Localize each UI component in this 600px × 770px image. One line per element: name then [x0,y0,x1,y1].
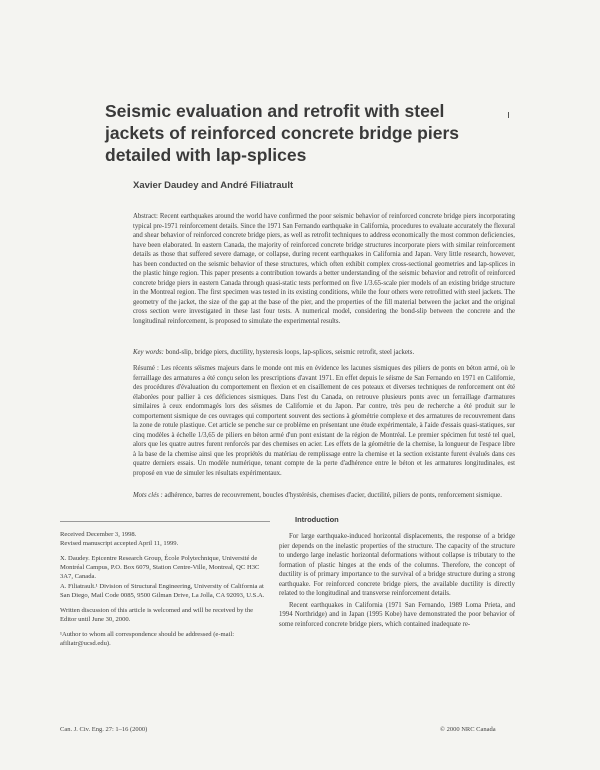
mots-cles-label: Mots clés : [133,492,163,499]
keywords-label: Key words: [133,349,164,356]
article-title: Seismic evaluation and retrofit with steel jackets of reinforced concrete bridge piers detailed with lap-splices [105,101,460,165]
resume [133,364,515,478]
abstract-text: Recent earthquakes around the world have confirmed the poor seismic behavior of reinforced concrete bridge piers incorporating typical pre-1971 reinforcement details. Since the 1971 San Fernando earthquake in California, procedures to evaluate accurately the flexural and shear behavior of reinforced concrete bridge piers, as well as retrofit techniques to address economically the most common deficiencies, have been elaborated. In eastern Canada, the majority of reinforced concrete bridge structures incorporate piers with similar reinforcement details as those that suffered severe damage, or collapse, during recent earthquakes in California and Japan. Very little research, however, has been conducted on the seismic behavior of these structures, which often exhibit complex cross-sectional geometries and lap-splices in the plastic hinge region. This paper presents a contribution towards a better understanding of the seismic behavior and retrofit of reinforced concrete bridge piers in eastern Canada through quasi-static tests performed on five 1/3.65-scale pier models of an existing bridge structure in the Montreal region. The first specimen was tested in its existing conditions, while the four others were retrofitted with steel jackets. The geometry of the jacket, the size of the gap at the base of the pier, and the properties of the fill material between the jacket and the original cross section were investigated in these last four tests. A numerical model, considering the bond-slip between the concrete and the longitudinal reinforcement, is proposed to simulate the experimental results. [133,213,515,325]
mots-cles [133,491,515,501]
corner-mark [508,112,509,118]
intro-paragraph-2: Recent earthquakes in California (1971 San Fernando, 1989 Loma Prieta, and 1994 Northridge) and in Japan (1995 Kobe) have demonstrated the poor behavior of some reinforced concrete bridge piers, which contained inadequate re- [279,601,515,628]
revised-date: Revised manuscript accepted April 11, 1999. [60,540,179,547]
affiliation-filiatrault: A. Filiatrault.¹ Division of Structural Engineering, University of California at San Diego, Mail Code 0085, 9500 Gilman Drive, La Jolla, CA 92093, U.S.A. [60,583,265,599]
introduction-body [279,532,515,631]
authors: Xavier Daudey and André Filiatrault [133,180,294,191]
resume-text: Les récents séismes majeurs dans le monde ont mis en évidence les lacunes sismiques des piliers de ponts en béton armé, où le ferraillage des armatures a été conçu selon les prescriptions d'avant 1971. En effet depuis le séisme de San Fernando en 1971 en Californie, des procédures d'évaluation du comportement en flexion et en cisaillement de ces poteaux et diverses techniques de renforcement ont été élaborées pour pallier à ces déficiences sismiques. Dans l'est du Canada, on retrouve plusieurs ponts avec un ferraillage d'armatures similaires à ceux endommagés lors des séismes de Californie et du Japon. Par contre, très peu de recherche a été produit sur le comportement sismique de ces ouvrages qui comportent souvent des sections à géométrie complexe et des armatures de recouvrement dans la zone de rotule plastique. Cet article se penche sur ce problème en présentant une étude expérimentale, à l'aide d'essais quasi-statiques, sur cinq modèles à échelle 1/3,65 de piliers en béton armé d'un pont existant de la région de Montréal. Le premier spécimen fut testé tel quel, alors que les quatre autres furent renforcés par des chemises en acier. Les effets de la géométrie de la chemise, la longueur de l'espace libre à la base de la chemise ainsi que les propriétés du matériau de remplissage entre la chemise et la section existante furent évalués dans ces quatre derniers essais. Un modèle numérique, tenant compte de la perte d'adhérence entre le béton et les armatures longitudinales, est proposé en vue de simuler les résultats expérimentaux. [133,365,515,477]
abstract-label: Abstract: [133,213,158,220]
discussion-note: Written discussion of this article is welcomed and will be received by the Editor until June 30, 2000. [60,607,254,623]
footnotes [60,530,266,654]
received-date: Received December 3, 1998. [60,531,137,538]
resume-label: Résumé : [133,365,159,372]
footnote-divider [60,521,270,522]
journal-citation: Can. J. Civ. Eng. 27: 1–16 (2000) [60,726,148,733]
affiliation-daudey: X. Daudey. Epicentre Research Group, École Polytechnique, Université de Montréal Campus, P.O. Box 6079, Station Centre-Ville, Montreal, QC H3C 3A7, Canada. [60,555,260,580]
keywords [133,348,515,358]
introduction-heading: Introduction [295,515,339,524]
abstract [133,212,515,326]
corresponding-author: ¹Author to whom all correspondence should be addressed (e-mail: afiliatr@ucsd.edu). [60,631,235,647]
intro-paragraph-1: For large earthquake-induced horizontal displacements, the response of a bridge pier depends on the inelastic properties of the structure. The capacity of the structure to undergo large inelastic horizontal deformations without collapse is tributary to the formation of plastic hinges at the ends of the columns. Therefore, the concept of ductility is of primary importance to the survival of a bridge structure during a strong earthquake. For reinforced concrete bridge piers, the available ductility is directly related to the longitudinal and transverse reinforcement details. [279,533,515,597]
keywords-text: bond-slip, bridge piers, ductility, hysteresis loops, lap-splices, seismic retrofit, steel jackets. [165,349,415,356]
copyright: © 2000 NRC Canada [440,726,496,733]
mots-cles-text: adhérence, barres de recouvrement, boucles d'hystérésis, chemises d'acier, ductilité, piliers de ponts, renforcement sismique. [164,492,502,499]
